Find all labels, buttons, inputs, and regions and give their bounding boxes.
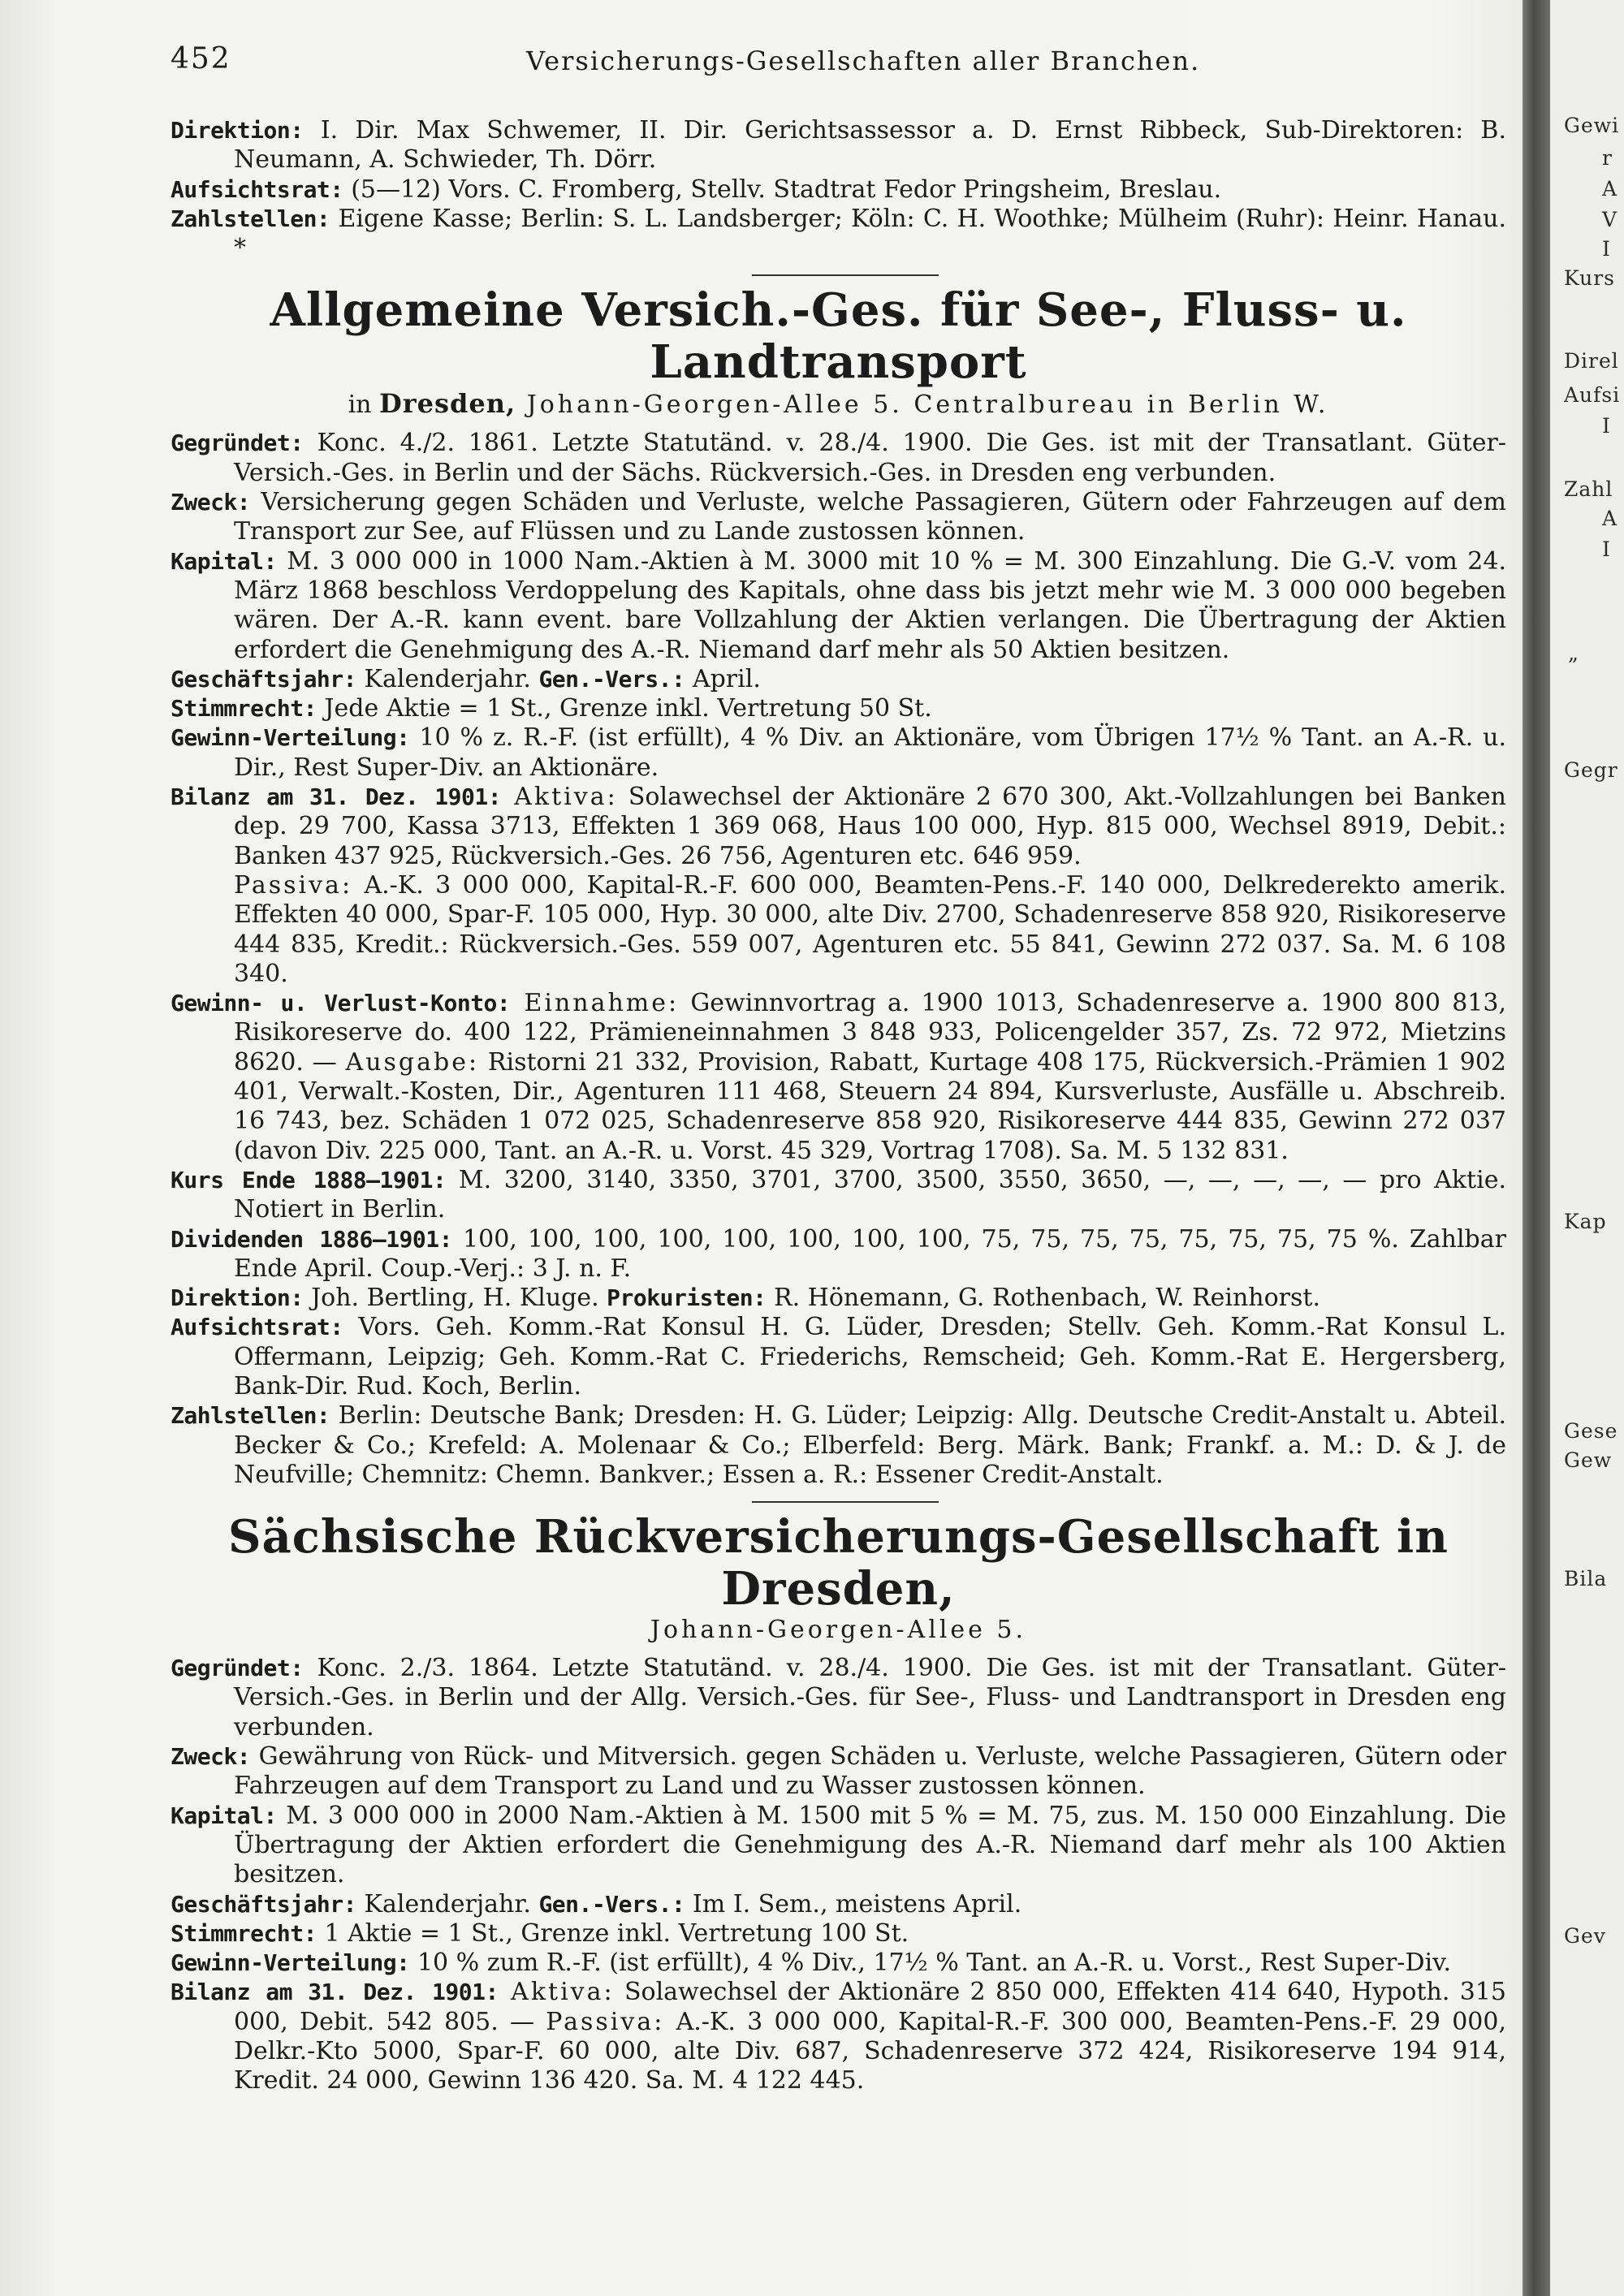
entry-label: Aufsichtsrat: <box>171 175 343 203</box>
adjacent-text-fragment: I <box>1602 537 1611 561</box>
entry-text: Versicherung gegen Schäden und Verluste, welche Passagieren, Gütern oder Fahrzeugen auf dem Transport zur See, auf Flüssen und zu Lande zustossen können. <box>234 488 1506 546</box>
entry-paragraph <box>171 429 1506 488</box>
entry-paragraph <box>171 694 1506 723</box>
entry-text: A.-K. 3 000 000, Kapital-R.-F. 300 000, Beamten-Pens.-F. 29 000, Delkr.-Kto 5000, Spar-F. 60 000, alte Div. 687, Schadenreserve 372 424, Risikoreserve 194 914, Kredit. 24 000, Gewinn 136 420. Sa. M. 4 122 445. <box>234 2007 1507 2095</box>
entry-section-label: Aktiva: <box>501 783 618 812</box>
entry-text: Konc. 4./2. 1861. Letzte Statutänd. v. 28./4. 1900. Die Ges. ist mit der Transatlant. Güter-Versich.-Ges. in Berlin und der Sächs. Rückversich.-Ges. in Dresden eng verbunden. <box>234 429 1506 487</box>
entry-label: Zweck: <box>171 1743 251 1771</box>
entry-paragraph <box>171 871 1506 989</box>
entry-paragraph <box>171 1978 1506 2095</box>
page-content <box>171 116 1506 2096</box>
entry-paragraph <box>171 175 1506 205</box>
entry-label: Gen.-Vers.: <box>538 665 685 693</box>
adjacent-text-fragment: Bila <box>1564 1567 1608 1590</box>
entry-text: (5—12) Vors. C. Fromberg, Stellv. Stadtrat Fedor Pringsheim, Breslau. <box>343 175 1222 204</box>
adjacent-text-fragment: „ <box>1568 641 1579 665</box>
entry-paragraph <box>171 1802 1506 1890</box>
adjacent-text-fragment: Aufsi <box>1564 383 1621 407</box>
entry-label: Direktion: <box>171 1284 304 1312</box>
company-subtitle-2 <box>171 1615 1506 1646</box>
subtitle-city: Dresden, <box>379 388 516 420</box>
entry-paragraph <box>171 547 1506 665</box>
entry-paragraph <box>171 1313 1506 1401</box>
entry-text: Jede Aktie = 1 St., Grenze inkl. Vertretung 50 St. <box>316 694 932 723</box>
entry-label: Stimmrecht: <box>171 1919 317 1947</box>
running-header <box>0 42 1522 83</box>
entry-section-label: Aktiva: <box>498 1978 615 2007</box>
entry-text: Joh. Bertling, H. Kluge. <box>303 1284 607 1313</box>
adjacent-text-fragment: Gegr <box>1564 758 1618 782</box>
entry-text: M. 3 000 000 in 2000 Nam.-Aktien à M. 1500 mit 5 % = M. 75, zus. M. 150 000 Einzahlung. Die Übertragung der Aktien erfordert die Genehmigung des A.-R. Niemand darf mehr als 100 Aktien besitzen. <box>234 1801 1506 1889</box>
book-gutter <box>1522 0 1550 2296</box>
entry-text: Berlin: Deutsche Bank; Dresden: H. G. Lüder; Leipzig: Allg. Deutsche Credit-Anstalt u. Abteil. Becker & Co.; Krefeld: A. Molenaar & Co.; Elberfeld: Berg. Märk. Bank; Frankf. a. M.: D. & J. de Neufville; Chemnitz: Chemn. Bankver.; Essen a. R.: Essener Credit-Anstalt. <box>234 1401 1506 1489</box>
entry-label: Gewinn- u. Verlust-Konto: <box>171 990 511 1017</box>
company-title-1: Allgemeine Versich.-Ges. für See-, Fluss- u. Landtransport <box>270 283 1407 390</box>
adjacent-text-fragment: V <box>1602 208 1618 231</box>
entry-paragraph <box>171 783 1506 871</box>
entry-label: Zahlstellen: <box>171 205 330 232</box>
entry-text: Gewährung von Rück- und Mitversich. gegen Schäden u. Verluste, welche Passagieren, Gütern oder Fahrzeugen auf dem Transport zu Land und zu Wasser zustossen können. <box>234 1742 1506 1801</box>
entry-text: Im I. Sem., meistens April. <box>685 1889 1022 1918</box>
entry-text: 100, 100, 100, 100, 100, 100, 100, 100, 75, 75, 75, 75, 75, 75, 75, 75 %. Zahlbar Ende April. Coup.-Verj.: 3 J. n. F. <box>234 1224 1506 1283</box>
running-title: Versicherungs-Gesellschaften aller Branchen. <box>526 45 1201 76</box>
entry-paragraph <box>171 1225 1506 1284</box>
entry-paragraph <box>171 488 1506 547</box>
separator-rule <box>752 1501 939 1503</box>
entry-label: Geschäftsjahr: <box>171 665 357 693</box>
entry-label: Gen.-Vers.: <box>538 1890 685 1918</box>
adjacent-text-fragment: A <box>1602 177 1618 201</box>
entry-text: I. Dir. Max Schwemer, II. Dir. Gerichtsassessor a. D. Ernst Ribbeck, Sub-Direktoren: B. Neumann, A. Schwieder, Th. Dörr. <box>234 116 1506 175</box>
entry-paragraph <box>171 1166 1506 1225</box>
adjacent-text-fragment: Gew <box>1564 1448 1613 1472</box>
company-title-2: Sächsische Rückversicherungs-Gesellschaft in Dresden, <box>228 1510 1449 1616</box>
entry-text: M. 3 000 000 in 1000 Nam.-Aktien à M. 3000 mit 10 % = M. 300 Einzahlung. Die G.-V. vom 24. März 1868 beschloss Verdoppelung des Kapitals, ohne dass bis jetzt mehr wie M. 3 000 000 begeben wären. Der A.-R. kann event. bare Vollzahlung der Aktien verlangen. Die Übertragung der Aktien erfordert die Genehmigung des A.-R. Niemand darf mehr als 50 Aktien besitzen. <box>234 546 1506 664</box>
entry-label: Kapital: <box>171 547 277 575</box>
entry-paragraph <box>171 116 1506 175</box>
adjacent-page-edge <box>1550 0 1624 2296</box>
subtitle-prefix: in <box>348 391 380 420</box>
entry-section-label: Passiva: <box>546 2007 665 2036</box>
entry-label: Kurs Ende 1888—1901: <box>171 1166 447 1193</box>
entry-label: Geschäftsjahr: <box>171 1890 357 1918</box>
entry-label: Zahlstellen: <box>171 1402 330 1430</box>
entry-paragraph <box>171 1654 1506 1742</box>
adjacent-text-fragment: r <box>1602 146 1613 170</box>
entry-label: Kapital: <box>171 1802 277 1829</box>
adjacent-text-fragment: I <box>1602 414 1611 438</box>
adjacent-text-fragment: A <box>1602 507 1618 530</box>
entry-section-label: Passiva: <box>234 870 353 900</box>
entry-text: Solawechsel der Aktionäre 2 850 000, Effekten 414 640, Hypoth. 315 000, Debit. 542 805. — <box>234 1978 1506 2036</box>
entry-label: Dividenden 1886—1901: <box>171 1225 452 1253</box>
entry-label: Gewinn-Verteilung: <box>171 724 410 752</box>
adjacent-text-fragment: Gev <box>1564 1924 1606 1948</box>
entry-text: Kalenderjahr. <box>356 1889 539 1918</box>
entry-section-label: Ausgabe: <box>345 1047 480 1077</box>
entry-paragraph <box>171 1949 1506 1978</box>
page-number: 452 <box>171 42 231 76</box>
entry-label: Direktion: <box>171 117 304 144</box>
entry-paragraph <box>171 1919 1506 1949</box>
entry-text: R. Hönemann, G. Rothenbach, W. Reinhorst. <box>766 1284 1320 1313</box>
entry-paragraph <box>171 1890 1506 1919</box>
entry-label: Gegründet: <box>171 1655 304 1682</box>
entry-text: April. <box>685 664 761 693</box>
company-entries-1 <box>171 429 1506 1490</box>
entry-text: Eigene Kasse; Berlin: S. L. Landsberger; Köln: C. H. Woothke; Mülheim (Ruhr): Heinr. Hanau. * <box>234 204 1506 263</box>
adjacent-text-fragment: Gese <box>1564 1419 1618 1443</box>
adjacent-text-fragment: Gewi <box>1564 114 1620 137</box>
entry-text: Vors. Geh. Komm.-Rat Konsul H. G. Lüder, Dresden; Stellv. Geh. Komm.-Rat Konsul L. Offermann, Leipzig; Geh. Komm.-Rat C. Friederichs, Remscheid; Geh. Komm.-Rat E. Hergersberg, Bank-Dir. Rud. Koch, Berlin. <box>234 1313 1506 1400</box>
entry-label: Aufsichtsrat: <box>171 1314 343 1341</box>
company-subtitle-1 <box>171 388 1506 421</box>
adjacent-text-fragment: Direl <box>1564 349 1619 373</box>
entry-text: Ristorni 21 332, Provision, Rabatt, Kurtage 408 175, Rückversich.-Prämien 1 902 401, Verwalt.-Kosten, Dir., Agenturen 111 468, Steuern 24 894, Kursverluste, Ausfälle u. Abschreib. 16 743, bez. Schäden 1 072 025, Schadenreserve 858 920, Risikoreserve 444 835, Gewinn 272 037 (davon Div. 225 000, Tant. an A.-R. u. Vorst. 45 329, Vortrag 1708). Sa. M. 5 132 831. <box>234 1047 1506 1165</box>
subtitle-address: Johann-Georgen-Allee 5. <box>650 1616 1027 1645</box>
entry-text: Solawechsel der Aktionäre 2 670 300, Akt.-Vollzahlungen bei Banken dep. 29 700, Kassa 3713, Effekten 1 369 068, Haus 100 000, Hyp. 815 000, Wechsel 8919, Debit.: Banken 437 925, Rückversich.-Ges. 26 756, Agenturen etc. 646 959. <box>234 783 1506 870</box>
separator-rule <box>752 274 939 276</box>
entry-paragraph <box>171 723 1506 783</box>
company-entries-2 <box>171 1654 1506 2095</box>
entry-paragraph <box>171 1401 1506 1490</box>
entry-paragraph <box>171 1284 1506 1313</box>
entry-text: 10 % zum R.-F. (ist erfüllt), 4 % Div., 17½ % Tant. an A.-R. u. Vorst., Rest Super-Div. <box>409 1949 1452 1978</box>
adjacent-text-fragment: Zahl <box>1564 477 1613 501</box>
previous-entry-continuation <box>171 116 1506 263</box>
entry-text: Gewinnvortrag a. 1900 1013, Schadenreserve a. 1900 800 813, Risikoreserve do. 400 122, Prämieneinnahmen 3 848 933, Policengelder 357, Zs. 72 972, Mietzins 8620. — <box>234 989 1506 1077</box>
entry-text: 10 % z. R.-F. (ist erfüllt), 4 % Div. an Aktionäre, vom Übrigen 17½ % Tant. an A.-R. u. Dir., Rest Super-Div. an Aktionäre. <box>234 723 1506 782</box>
adjacent-text-fragment: Kurs <box>1564 266 1616 290</box>
entry-text: 1 Aktie = 1 St., Grenze inkl. Vertretung 100 St. <box>316 1918 909 1948</box>
entry-label: Stimmrecht: <box>171 695 317 723</box>
entry-text: Konc. 2./3. 1864. Letzte Statutänd. v. 28./4. 1900. Die Ges. ist mit der Transatlant. Güter-Versich.-Ges. in Berlin und der Allg. Versich.-Ges. für See-, Fluss- und Landtransport in Dresden eng verbunden. <box>234 1654 1506 1741</box>
entry-text: A.-K. 3 000 000, Kapital-R.-F. 600 000, Beamten-Pens.-F. 140 000, Delkrederekto amerik. Effekten 40 000, Spar-F. 105 000, Hyp. 30 000, alte Div. 2700, Schadenreserve 858 920, Risikoreserve 444 835, Kredit.: Rückversich.-Ges. 559 007, Agenturen etc. 55 841, Gewinn 272 037. Sa. M. 6 108 340. <box>234 870 1506 988</box>
entry-label: Prokuristen: <box>607 1284 767 1312</box>
entry-label: Bilanz am 31. Dez. 1901: <box>171 783 502 811</box>
entry-paragraph <box>171 665 1506 694</box>
entry-label: Zweck: <box>171 489 251 516</box>
entry-section-label: Einnahme: <box>510 989 680 1018</box>
entry-paragraph <box>171 989 1506 1166</box>
entry-paragraph <box>171 1742 1506 1802</box>
adjacent-text-fragment: Kap <box>1564 1210 1607 1233</box>
entry-text: M. 3200, 3140, 3350, 3701, 3700, 3500, 3550, 3650, —, —, —, —, — pro Aktie. Notiert in Berlin. <box>234 1165 1506 1224</box>
entry-text: Kalenderjahr. <box>356 664 539 693</box>
entry-label: Gegründet: <box>171 429 304 457</box>
entry-paragraph <box>171 205 1506 264</box>
adjacent-text-fragment: I <box>1602 237 1611 261</box>
entry-label: Gewinn-Verteilung: <box>171 1949 410 1977</box>
subtitle-address: Johann-Georgen-Allee 5. Centralbureau in Berlin W. <box>516 391 1329 420</box>
entry-label: Bilanz am 31. Dez. 1901: <box>171 1979 499 2006</box>
